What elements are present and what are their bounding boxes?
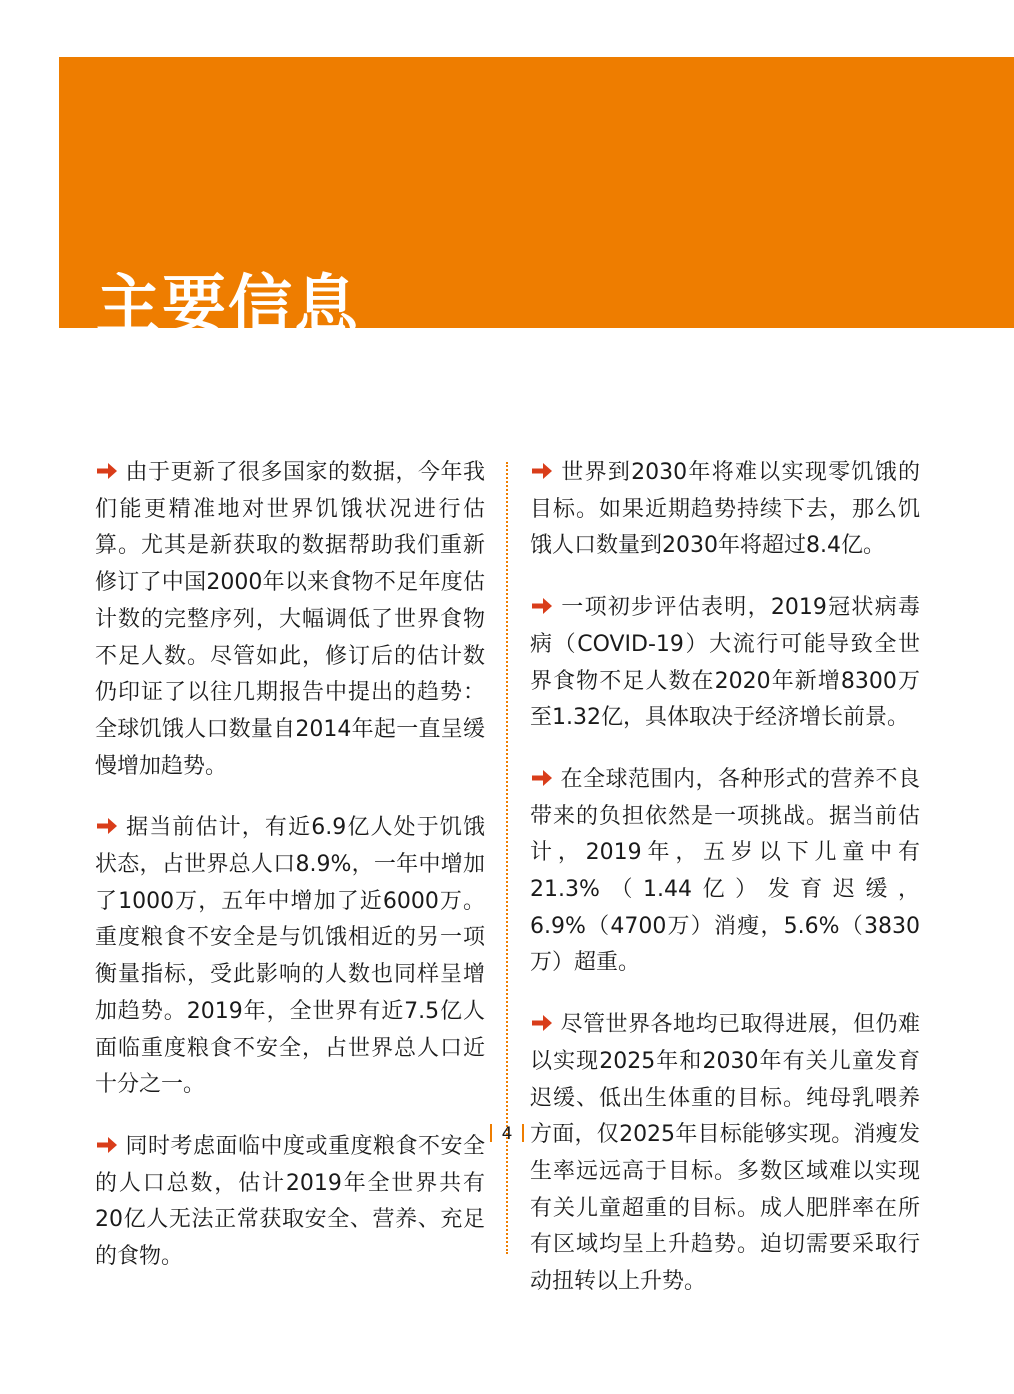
arrow-right-icon bbox=[95, 461, 119, 481]
left-column bbox=[95, 455, 485, 1301]
bullet-text: 世界到2030年将难以实现零饥饿的目标。如果近期趋势持续下去，那么饥饿人口数量到2030年将超过8.4亿。 bbox=[530, 460, 920, 559]
bullet-item bbox=[530, 455, 920, 565]
bullet-text: 在全球范围内，各种形式的营养不良带来的负担依然是一项挑战。据当前估计，2019年，五岁以下儿童中有21.3%（1.44亿）发育迟缓，6.9%（4700万）消瘦，5.6%（3830万）超重。 bbox=[530, 766, 920, 976]
page-title: 主要信息 bbox=[96, 269, 360, 343]
bullet-text: 一项初步评估表明，2019冠状病毒病（COVID-19）大流行可能导致全世界食物不足人数在2020年新增8300万至1.32亿，具体取决于经济增长前景。 bbox=[530, 595, 920, 731]
arrow-right-icon bbox=[95, 816, 119, 836]
bullet-text: 同时考虑面临中度或重度粮食不安全的人口总数，估计2019年全世界共有20亿人无法正常获取安全、营养、充足的食物。 bbox=[95, 1133, 485, 1270]
bullet-item bbox=[95, 1129, 485, 1276]
bullet-item bbox=[530, 762, 920, 982]
page-number: 4 bbox=[501, 1124, 513, 1144]
bullet-text: 由于更新了很多国家的数据，今年我们能更精准地对世界饥饿状况进行估算。尤其是新获取的数据帮助我们重新修订了中国2000年以来食物不足年度估计数的完整序列，大幅调低了世界食物不足人数。尽管如此，修订后的估计数仍印证了以往几期报告中提出的趋势：全球饥饿人口数量自2014年起一直呈缓慢增加趋势。 bbox=[95, 460, 485, 779]
bullet-item bbox=[95, 455, 485, 785]
bullet-item bbox=[530, 1007, 920, 1301]
page-footer bbox=[0, 1124, 1014, 1144]
bullet-item bbox=[530, 590, 920, 737]
bullet-item bbox=[95, 810, 485, 1104]
arrow-right-icon bbox=[530, 768, 554, 788]
header-banner bbox=[59, 57, 1014, 343]
right-column bbox=[530, 455, 920, 1326]
arrow-right-icon bbox=[530, 461, 554, 481]
bullet-text: 尽管世界各地均已取得进展，但仍难以实现2025年和2030年有关儿童发育迟缓、低出生体重的目标。纯母乳喂养方面，仅2025年目标能够实现。消瘦发生率远远高于目标。多数区域难以实现有关儿童超重的目标。成人肥胖率在所有区域均呈上升趋势。迫切需要采取行动扭转以上升势。 bbox=[530, 1012, 920, 1295]
arrow-right-icon bbox=[530, 1013, 554, 1033]
arrow-right-icon bbox=[530, 596, 554, 616]
bullet-text: 据当前估计，有近6.9亿人处于饥饿状态，占世界总人口8.9%，一年中增加了1000万，五年中增加了近6000万。重度粮食不安全是与饥饿相近的另一项衡量指标，受此影响的人数也同样呈增加趋势。2019年，全世界有近7.5亿人面临重度粮食不安全，占世界总人口近十分之一。 bbox=[95, 815, 485, 1098]
page-number-bar-right bbox=[522, 1124, 524, 1142]
page-number-bar-left bbox=[490, 1124, 492, 1142]
